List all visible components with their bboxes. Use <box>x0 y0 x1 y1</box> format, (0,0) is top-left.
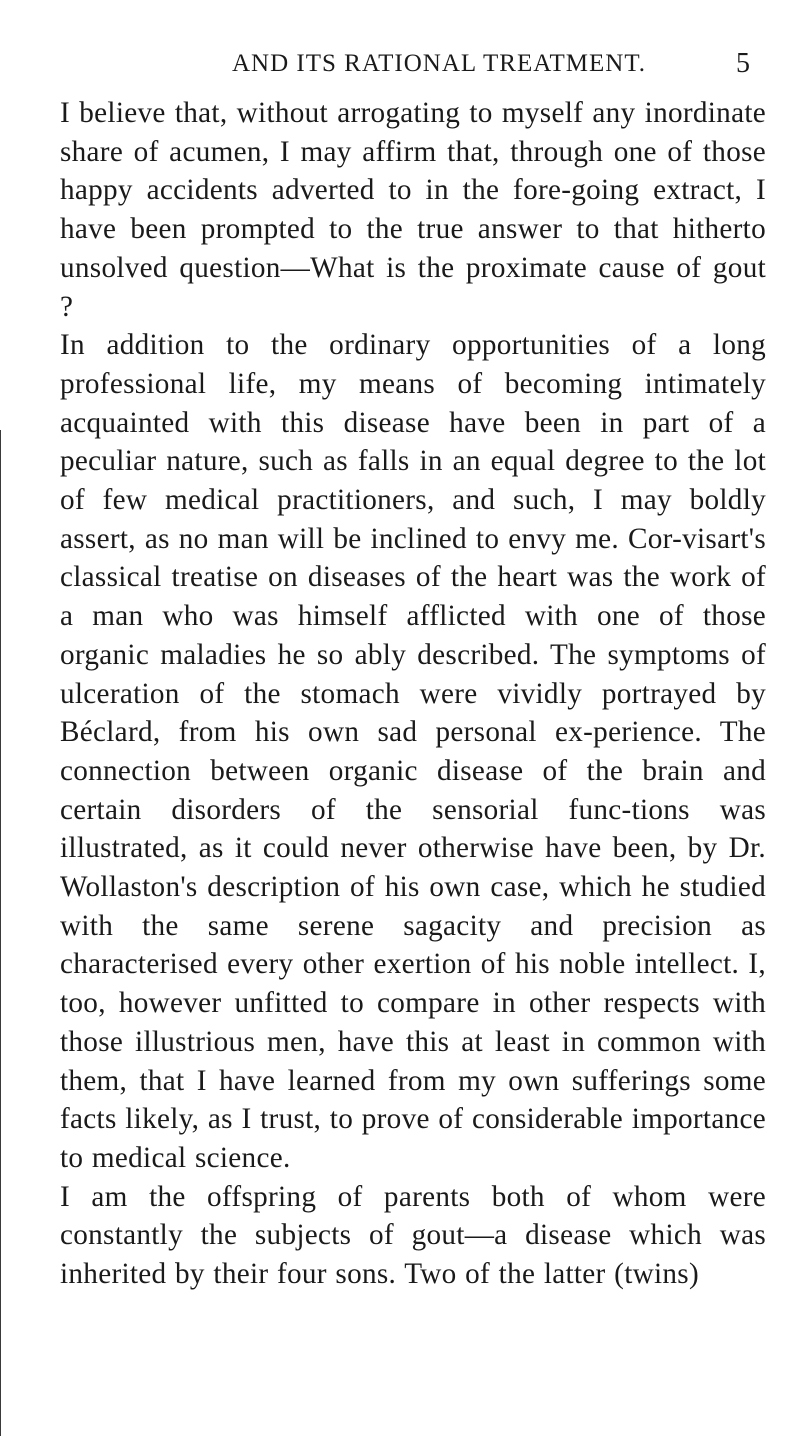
page-binding-edge <box>0 430 1 1436</box>
page-number: 5 <box>736 48 750 79</box>
paragraph-1: I believe that, without arrogating to myself any inordinate share of acumen, I may affirm that, through one of those happy accidents adverted to in the fore-going extract, I have been prompted to the true answer to that hitherto unsolved question—What is the proximate cause of gout ? <box>60 97 766 323</box>
paragraph-3: I am the offspring of parents both of whom were constantly the subjects of gout—a disease which was inherited by their four sons. Two of the latter (twins) <box>60 1180 766 1291</box>
paragraph-2: In addition to the ordinary opportunities of a long professional life, my means of becoming intimately acquainted with this disease have been in part of a peculiar nature, such as falls in an equal degree to the lot of few medical practitioners, and such, I may boldly assert, as no man will be inclined to envy me. Cor-visart's classical treatise on diseases of the heart was the work of a man who was himself afflicted with one of those organic maladies he so ably described. The symptoms of ulceration of the stomach were vividly portrayed by Béclard, from his own sad personal ex-perience. The connection between organic disease of the brain and certain disorders of the sensorial func-tions was illustrated, as it could never otherwise have been, by Dr. Wollaston's description of his own case, which he studied with the same serene sagacity and precision as characterised every other exertion of his noble intellect. I, too, however unfitted to compare in other respects with those illustrious men, have this at least in common with them, that I have learned from my own sufferings some facts likely, as I trust, to prove of considerable importance to medical science. <box>60 329 766 1174</box>
running-title: AND ITS RATIONAL TREATMENT. <box>232 50 647 77</box>
body-text <box>60 94 766 1294</box>
